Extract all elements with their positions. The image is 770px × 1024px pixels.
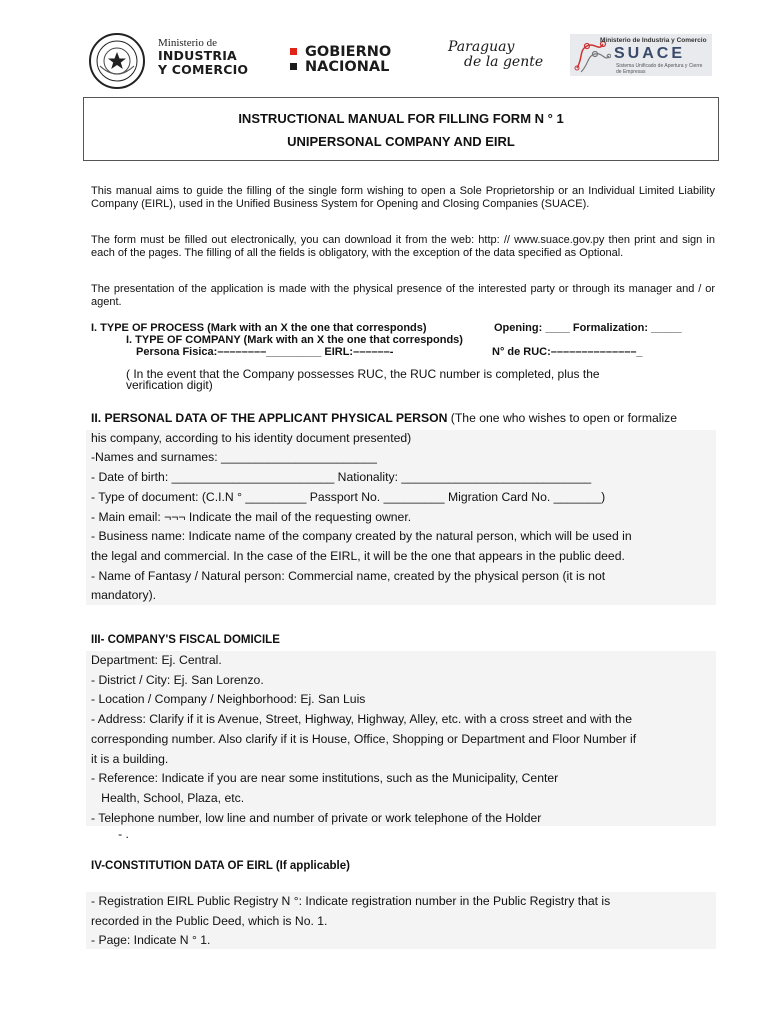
- section-2-personal-data: [91, 409, 717, 606]
- ruc-note-line-1: ( In the event that the Company possesses RUC, the RUC number is completed, plus the: [126, 367, 600, 381]
- telephone-line-cont: - .: [91, 827, 129, 842]
- ministerio-logo-text: [158, 38, 248, 76]
- business-name-line: - Business name: Indicate name of the company created by the natural person, which will be used in: [91, 529, 632, 544]
- intro-paragraph-3: The presentation of the application is made with the physical presence of the interested party or through its manager and / or agent.: [91, 283, 715, 308]
- suace-subtitle: Sistema Unificado de Apertura y Cierre de Empresas: [616, 63, 703, 75]
- section-3-heading: III- COMPANY'S FISCAL DOMICILE: [91, 634, 280, 646]
- address-line-cont-2: it is a building.: [91, 751, 169, 766]
- gobierno-nacional-logo: [290, 44, 391, 74]
- telephone-line: - Telephone number, low line and number of private or work telephone of the Holder: [91, 810, 542, 825]
- red-square-icon: [290, 48, 297, 55]
- address-line: - Address: Clarify if it is Avenue, Street, Highway, Highway, Alley, etc. with a cross street and with the: [91, 712, 632, 727]
- de-la-gente-text: de la gente: [464, 53, 544, 70]
- address-line-cont: corresponding number. Also clarify if it is House, Office, Shopping or Department and Floor Number if: [91, 731, 637, 746]
- opening-formalization-fields: Opening: ____ Formalization: _____: [494, 322, 682, 334]
- section-3-fiscal-domicile: [91, 651, 717, 840]
- gobierno-text: GOBIERNO: [305, 43, 392, 60]
- names-surnames-line: -Names and surnames: _______________________: [91, 450, 377, 465]
- business-name-line-cont: the legal and commercial. In the case of the EIRL, it will be the one that appears in the public deed.: [91, 548, 625, 563]
- reference-line: - Reference: Indicate if you are near some institutions, such as the Municipality, Center: [91, 771, 559, 786]
- ruc-field: N° de RUC:––––––––––––––_: [492, 346, 643, 358]
- header-logos: [88, 30, 718, 90]
- date-of-birth-line: - Date of birth: ________________________ Nationality: ____________________________: [91, 470, 592, 485]
- reference-line-cont: Health, School, Plaza, etc.: [91, 790, 245, 805]
- ministerio-big-text-1: INDUSTRIA: [158, 48, 237, 63]
- fantasy-name-line-cont: mandatory).: [91, 588, 157, 603]
- title-line-2: UNIPERSONAL COMPANY AND EIRL: [287, 134, 515, 149]
- section-2-heading-rest: (The one who wishes to open or formalize: [447, 411, 678, 425]
- registration-line: - Registration EIRL Public Registry N °: Indicate registration number in the Public Registry that is: [91, 894, 611, 908]
- section-4-heading: IV-CONSTITUTION DATA OF EIRL (If applicable): [91, 860, 350, 872]
- type-of-company-label: I. TYPE OF COMPANY (Mark with an X the one that corresponds): [126, 334, 463, 346]
- type-of-document-line: - Type of document: (C.I.N ° _________ Passport No. _________ Migration Card No. _______): [91, 489, 606, 504]
- suace-name: SUACE: [614, 45, 686, 62]
- page-line: - Page: Indicate N ° 1.: [91, 933, 211, 948]
- department-line: Department: Ej. Central.: [91, 653, 222, 667]
- ministerio-small-text: Ministerio de: [158, 37, 217, 49]
- section-2-heading-bold: II. PERSONAL DATA OF THE APPLICANT PHYSICAL PERSON: [91, 411, 448, 425]
- title-box: [83, 97, 719, 161]
- section-4-eirl-data: [91, 892, 717, 951]
- national-seal-icon: [88, 32, 146, 90]
- intro-paragraph-2: The form must be filled out electronically, you can download it from the web: http: // www.suace.gov.py then print and sign in each of the pages. The filling of all the fields is obligatory, with the exception of the data specified as Optional.: [91, 234, 715, 259]
- persona-fisica-eirl-fields: Persona Fisica:––––––––_________ EIRL:––––––-: [136, 346, 394, 358]
- district-city-line: - District / City: Ej. San Lorenzo.: [91, 672, 264, 687]
- intro-paragraph-1: This manual aims to guide the filling of the single form wishing to open a Sole Proprietorship or an Individual Limited Liability Company (EIRL), used in the Unified Business System for Opening and Closing Companies (SUACE).: [91, 185, 715, 210]
- main-email-line: - Main email: ¬¬¬ Indicate the mail of the requesting owner.: [91, 509, 412, 524]
- ruc-note-line-2: verification digit): [126, 378, 213, 392]
- location-line: - Location / Company / Neighborhood: Ej. San Luis: [91, 692, 366, 707]
- ministerio-big-text-2: Y COMERCIO: [158, 61, 249, 77]
- suace-ministerio-text: Ministerio de Industria y Comercio: [600, 37, 707, 44]
- nacional-text: NACIONAL: [305, 58, 390, 75]
- fantasy-name-line: - Name of Fantasy / Natural person: Commercial name, created by the physical person (it is not: [91, 568, 606, 583]
- suace-logo: [570, 34, 712, 76]
- type-of-process-label: I. TYPE OF PROCESS (Mark with an X the one that corresponds): [91, 322, 427, 334]
- black-square-icon: [290, 63, 297, 70]
- registration-line-cont: recorded in the Public Deed, which is No. 1.: [91, 913, 328, 928]
- section-2-heading: [91, 409, 717, 429]
- paraguay-de-la-gente-logo: [448, 40, 543, 69]
- title-line-1: INSTRUCTIONAL MANUAL FOR FILLING FORM N ° 1: [238, 111, 564, 126]
- paraguay-text: Paraguay: [448, 39, 515, 55]
- section-2-line: his company, according to his identity document presented): [91, 430, 412, 445]
